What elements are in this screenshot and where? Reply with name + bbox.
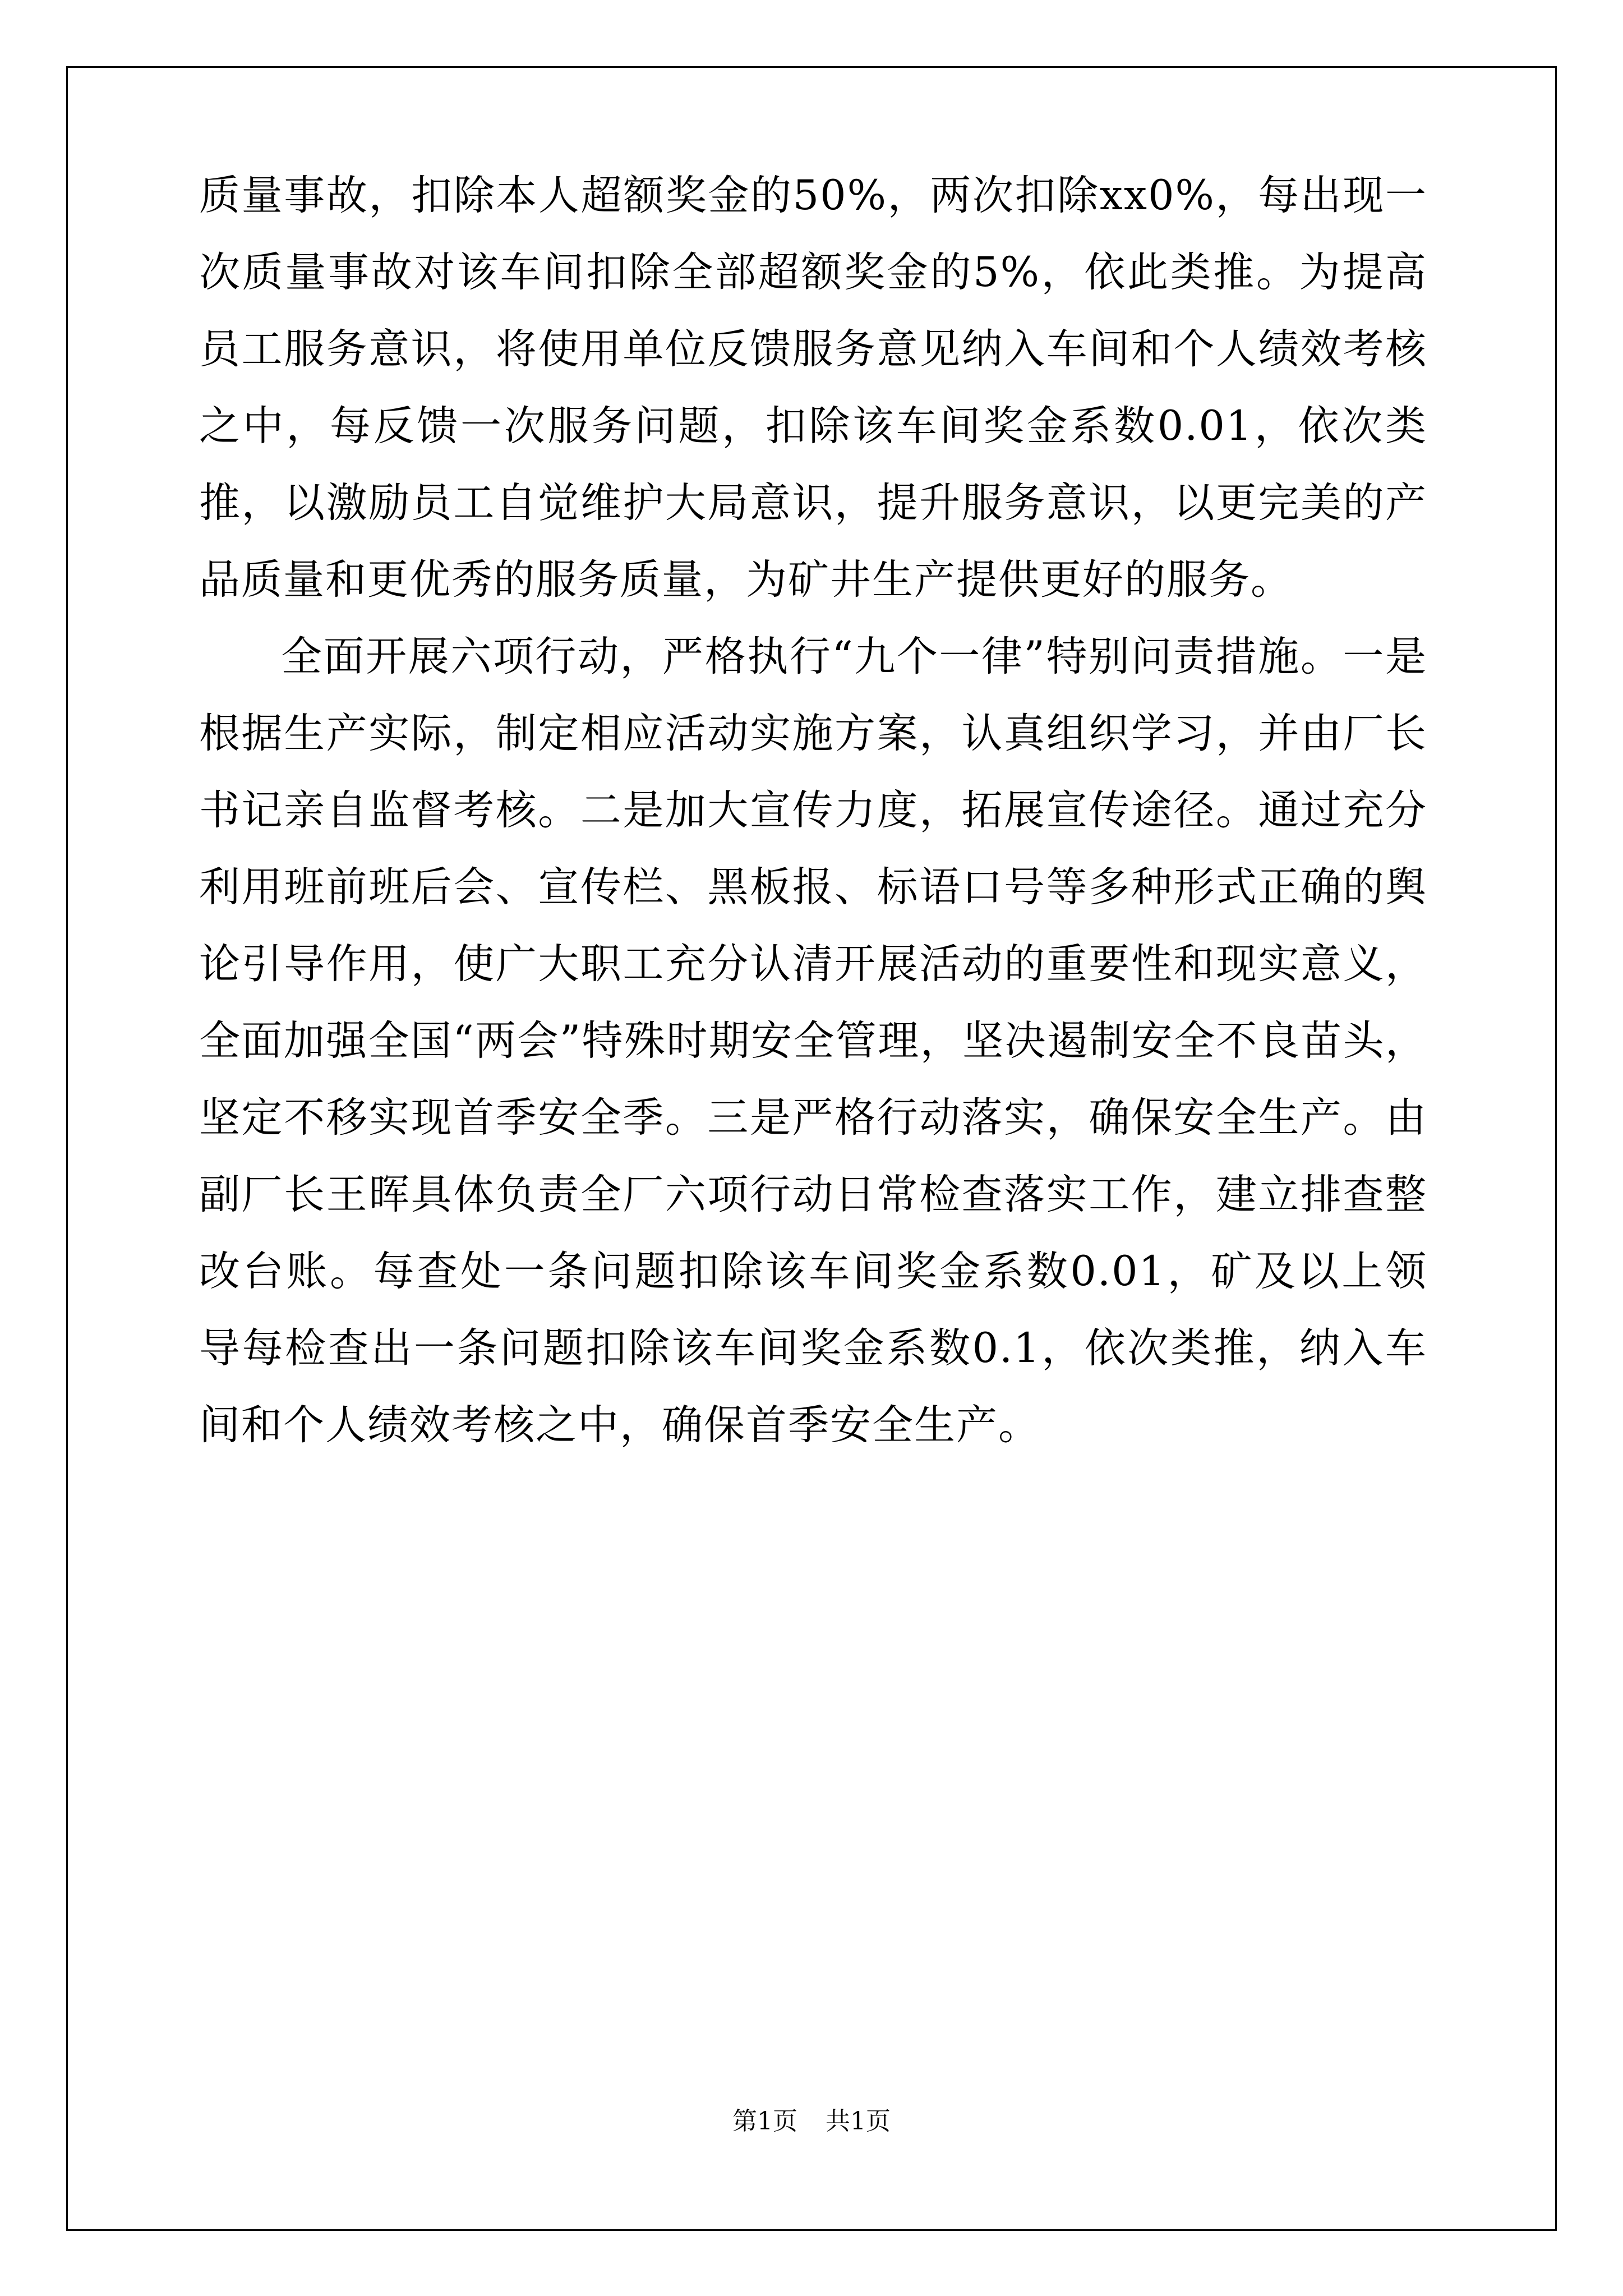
page-footer [0,2101,1623,2137]
paragraph-2: 全面开展六项行动，严格执行“九个一律”特别问责措施。一是根据生产实际，制定相应活动实施方案，认真组织学习，并由厂长书记亲自监督考核。二是加大宣传力度，拓展宣传途径。通过充分利用班前班后会、宣传栏、黑板报、标语口号等多种形式正确的舆论引导作用，使广大职工充分认清开展活动的重要性和现实意义，全面加强全国“两会”特殊时期安全管理，坚决遏制安全不良苗头，坚定不移实现首季安全季。三是严格行动落实，确保安全生产。由副厂长王晖具体负责全厂六项行动日常检查落实工作，建立排查整改台账。每查处一条问题扣除该车间奖金系数0.01，矿及以上领导每检查出一条问题扣除该车间奖金系数0.1，依次类推，纳入车间和个人绩效考核之中，确保首季安全生产。 [199,633,1427,1449]
paragraph-1: 质量事故，扣除本人超额奖金的50%，两次扣除xx0%，每出现一次质量事故对该车间扣除全部超额奖金的5%，依此类推。为提高员工服务意识，将使用单位反馈服务意见纳入车间和个人绩效考核之中，每反馈一次服务问题，扣除该车间奖金系数0.01，依次类推，以激励员工自觉维护大局意识，提升服务意识，以更完美的产品质量和更优秀的服务质量，为矿井生产提供更好的服务。 [199,172,1427,604]
page-number-current: 第1页 [732,2107,797,2136]
document-body [199,157,1427,1464]
page-number-total: 共1页 [826,2107,891,2136]
